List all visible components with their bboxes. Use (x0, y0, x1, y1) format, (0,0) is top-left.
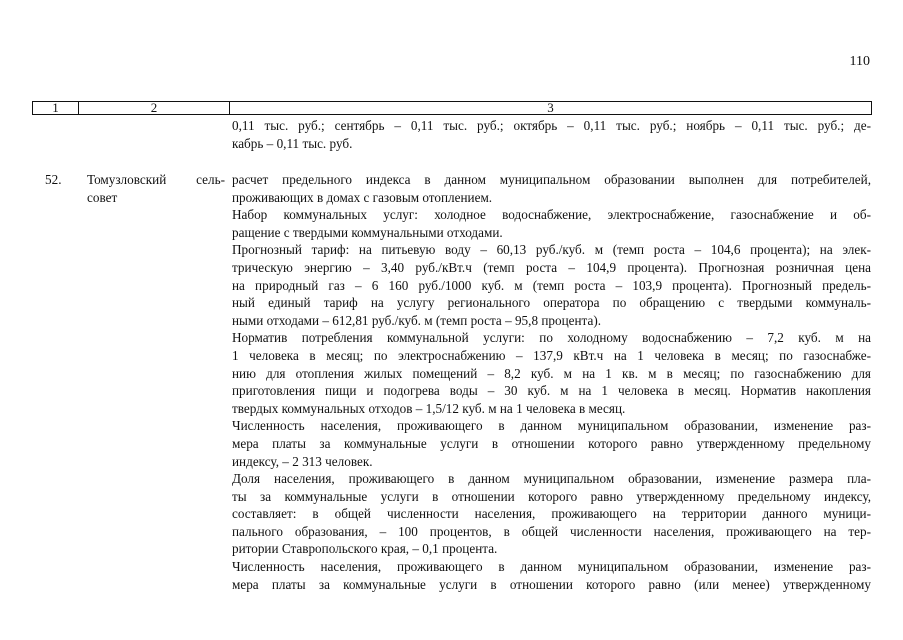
continuation-text (232, 117, 871, 152)
text-line: нию для отопления жилых помещений – 8,2 куб. м на 1 кв. м в месяц; по газоснабжению для (232, 365, 871, 381)
municipality-line: совет (87, 189, 118, 205)
municipality-line: Томузловский сель- (87, 172, 225, 187)
text-line: Норматив потребления коммунальной услуги: по холодному водоснабжению – 7,2 куб. м на (232, 330, 871, 346)
paragraph-services-set (232, 206, 871, 241)
paragraph-population-equal-or-less (232, 558, 871, 593)
paragraph-consumption-norm (232, 329, 871, 417)
text-line: на природный газ – 6 160 руб./1000 куб. м (темп роста – 103,9 процента). Прогнозный предель- (232, 277, 871, 293)
text-line: мера платы за коммунальные услуги в отношении которого равно утвержденному предельному (232, 435, 871, 451)
paragraph-population-count (232, 417, 871, 470)
text-line: индексу, – 2 313 человек. (232, 453, 373, 469)
text-line: твердых коммунальных отходов – 1,5/12 куб. м на 1 человека в месяц. (232, 400, 626, 416)
text-line: 0,11 тыс. руб.; сентябрь – 0,11 тыс. руб.; октябрь – 0,11 тыс. руб.; ноябрь – 0,11 тыс. руб.; де- (232, 118, 871, 133)
table-header-col-2: 2 (79, 102, 230, 114)
text-line: ритории Ставропольского края, – 0,1 процента. (232, 541, 498, 557)
continuation-paragraph (232, 117, 871, 152)
text-line: Численность населения, проживающего в данном муниципальном образовании, изменение раз- (232, 418, 871, 434)
row-number: 52. (45, 172, 62, 187)
table-header-col-3: 3 (547, 100, 554, 115)
text-line: пального образования, – 100 процентов, в общей численности населения, проживающего на тер- (232, 523, 871, 539)
text-line: 1 человека в месяц; по электроснабжению – 137,9 кВт.ч на 1 человека в месяц; по газоснабже- (232, 347, 871, 363)
text-line: кабрь – 0,11 тыс. руб. (232, 135, 353, 151)
municipality-name (87, 171, 225, 206)
text-line: Доля населения, проживающего в данном муниципальном образовании, изменение размера пла- (232, 471, 871, 487)
row-description (232, 171, 871, 593)
table-header-col-1: 1 (33, 102, 79, 114)
text-line: Прогнозный тариф: на питьевую воду – 60,13 руб./куб. м (темп роста – 104,6 процента); на элек- (232, 242, 871, 258)
text-line: Набор коммунальных услуг: холодное водоснабжение, электроснабжение, газоснабжение и об- (232, 207, 871, 223)
text-line: расчет предельного индекса в данном муниципальном образовании выполнен для потребителей, (232, 172, 871, 187)
table-header-row (32, 101, 872, 115)
text-line: проживающих в домах с газовым отоплением. (232, 189, 493, 205)
paragraph-index-calculation (232, 171, 871, 206)
paragraph-population-share (232, 470, 871, 558)
text-line: ращение с твердыми коммунальными отходами. (232, 224, 503, 240)
text-line: ты за коммунальные услуги в отношении которого равно утвержденному предельному индексу, (232, 488, 871, 504)
paragraph-forecast-tariff (232, 241, 871, 329)
text-line: приготовления пищи и подогрева воды – 30 куб. м на 1 человека в месяц. Норматив накопления (232, 383, 871, 399)
text-line: ными отходами – 612,81 руб./куб. м (темп роста – 95,8 процента). (232, 312, 602, 328)
text-line: трическую энергию – 3,40 руб./кВт.ч (темп роста – 104,9 процента). Прогнозная розничная цена (232, 259, 871, 275)
text-line: ный единый тариф на услугу регионального оператора по обращению с твердыми коммуналь- (232, 295, 871, 311)
text-line: Численность населения, проживающего в данном муниципальном образовании, изменение раз- (232, 559, 871, 575)
text-line: мера платы за коммунальные услуги в отношении которого равно (или менее) утвержденному (232, 576, 871, 592)
page-number: 110 (849, 54, 870, 69)
text-line: составляет: в общей численности населения, проживающего на территории данного муници- (232, 506, 871, 522)
